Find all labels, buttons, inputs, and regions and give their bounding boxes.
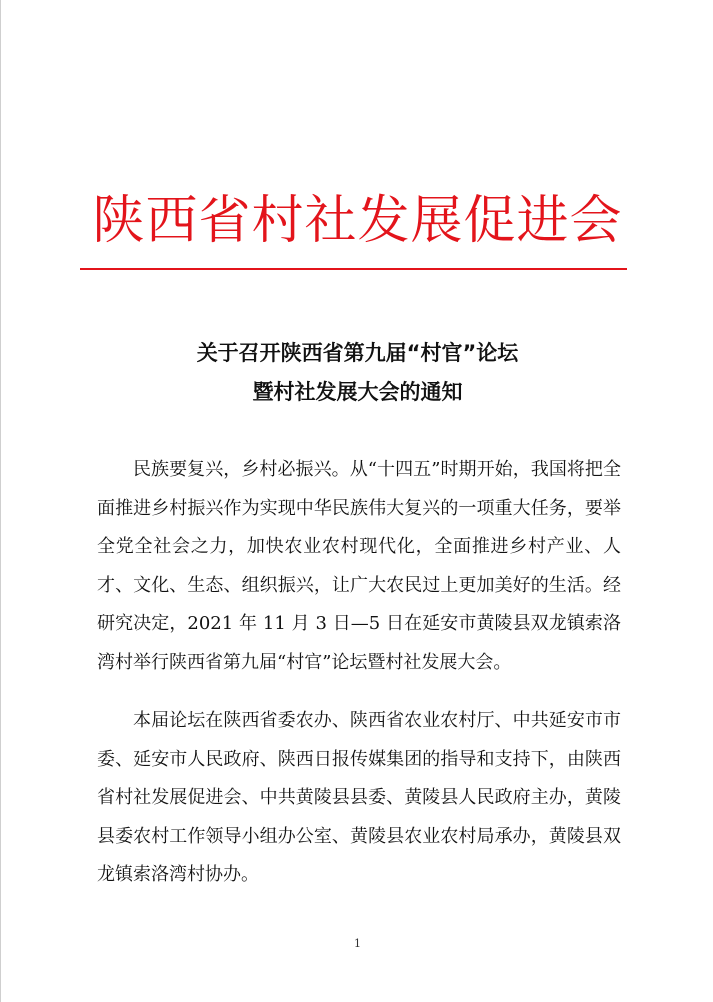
document-title-line-2: 暨村社发展大会的通知 bbox=[252, 380, 463, 404]
red-divider-line bbox=[80, 268, 627, 270]
document-title-line-1: 关于召开陕西省第九届“村官”论坛 bbox=[196, 341, 519, 365]
paragraph-text: 本届论坛在陕西省委农办、陕西省农业农村厅、中共延安市市委、延安市人民政府、陕西日报传媒集团的指导和支持下，由陕西省村社发展促进会、中共黄陵县县委、黄陵县人民政府主办，黄陵县委农村工作领导小组办公室、黄陵县农业农村局承办，黄陵县双龙镇索洛湾村协办。 bbox=[97, 710, 621, 885]
body-paragraph-2 bbox=[97, 702, 621, 895]
organization-masthead: 陕西省村社发展促进会 bbox=[92, 191, 623, 251]
paragraph-text: 民族要复兴，乡村必振兴。从“十四五”时期开始，我国将把全面推进乡村振兴作为实现中华民族伟大复兴的一项重大任务，要举全党全社会之力，加快农业农村现代化，全面推进乡村产业、人才、文化、生态、组织振兴，让广大农民过上更加美好的生活。经研究决定，2021 年 11 月 3 日—5 日在延安市黄陵县双龙镇索洛湾村举行陕西省第九届“村官”论坛暨村社发展大会。 bbox=[97, 459, 621, 673]
page-number: 1 bbox=[354, 937, 361, 950]
body-paragraph-1 bbox=[97, 451, 621, 682]
